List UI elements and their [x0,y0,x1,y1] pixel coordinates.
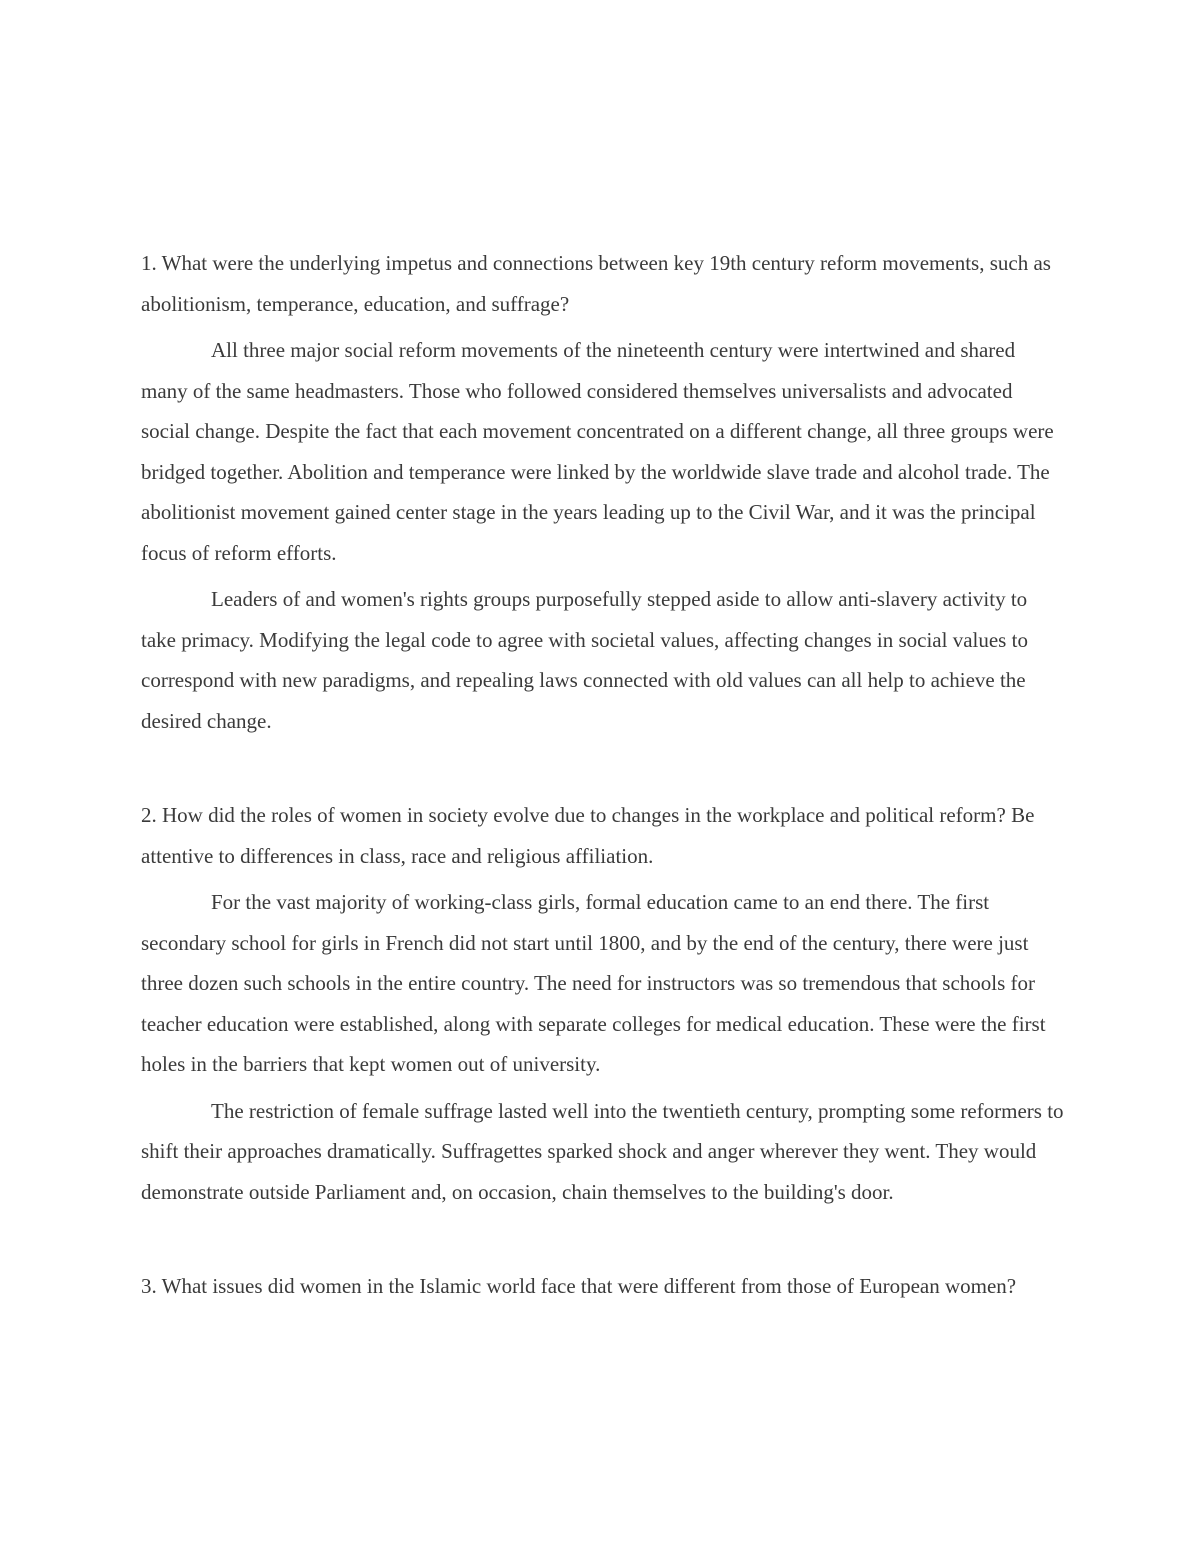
question-3: 3. What issues did women in the Islamic world face that were different from those of European women? [141,1274,1017,1298]
question-1: 1. What were the underlying impetus and connections between key 19th century reform movements, such as abolitionism, temperance, education, and suffrage? [141,251,1051,316]
answer-2-paragraph-1: For the vast majority of working-class girls, formal education came to an end there. The first secondary school for girls in French did not start until 1800, and by the end of the century, there were just three dozen such schools in the entire country. The need for instructors was so tremendous that schools for teacher education were established, along with separate colleges for medical education. These were the first holes in the barriers that kept women out of university. [141,890,1046,1076]
answer-2-paragraph-2: The restriction of female suffrage lasted well into the twentieth century, prompting some reformers to shift their approaches dramatically. Suffragettes sparked shock and anger wherever they went. They would demonstrate outside Parliament and, on occasion, chain themselves to the building's door. [141,1098,1064,1204]
answer-1-paragraph-2: Leaders of and women's rights groups purposefully stepped aside to allow anti-slavery activity to take primacy. Modifying the legal code to agree with societal values, affecting changes in social values to correspond with new paradigms, and repealing laws connected with old values can all help to achieve the desired change. [141,587,1028,733]
section-spacer [141,741,1066,795]
document-body [141,243,1066,1307]
question-2: 2. How did the roles of women in society evolve due to changes in the workplace and political reform? Be attentive to differences in class, race and religious affiliation. [141,803,1035,868]
section-spacer [141,1212,1066,1266]
answer-1-paragraph-1: All three major social reform movements of the nineteenth century were intertwined and shared many of the same headmasters. Those who followed considered themselves universalists and advocated social change. Despite the fact that each movement concentrated on a different change, all three groups were bridged together. Abolition and temperance were linked by the worldwide slave trade and alcohol trade. The abolitionist movement gained center stage in the years leading up to the Civil War, and it was the principal focus of reform efforts. [141,338,1054,565]
